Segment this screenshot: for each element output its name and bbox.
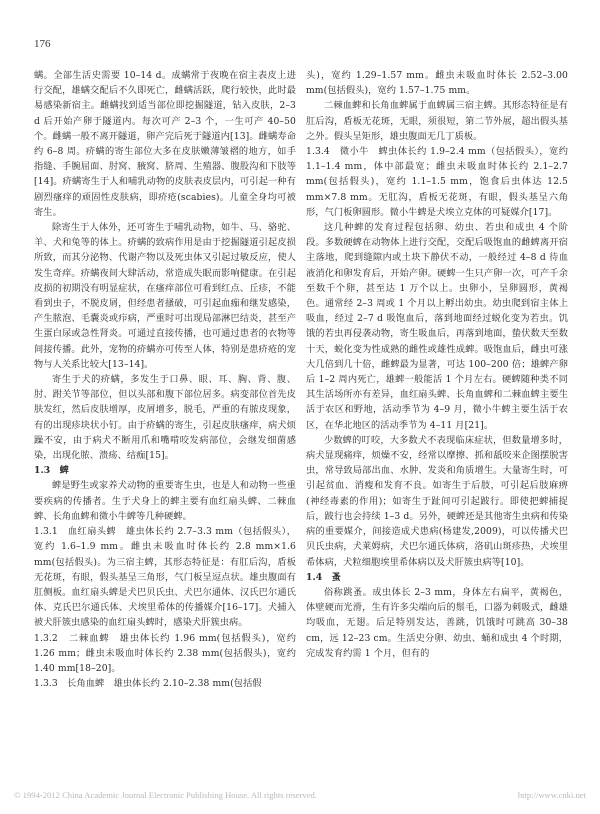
section-heading: 1.3 蜱 [34, 465, 69, 477]
right-column [306, 68, 568, 661]
left-paragraph: 除寄生于人体外，还可寄生于哺乳动物，如牛、马、骆驼、羊、犬和兔等的体上。疥螨的致病作用是由于挖掘隧道引起皮损所致，而其分泌物、代谢产物以及死虫体又引起过敏反应，使人发生奇痒。疥螨夜间大肆活动，常造成失眠而影响健康。在引起皮损的初期没有明显症状，在瘙痒部位可看到红点、丘疹，不能看到虫子，不脱皮屑，但经患者搔破，可引起血痂和继发感染，产生脓泡、毛囊炎或疖病，严重时可出现局部淋巴结炎，甚至产生蛋白尿或急性肾炎。可通过直接传播，也可通过患者的衣物等间接传播。此外，宠物的疥螨亦可传至人体，特别是患疥疮的宠物与人关系比较大[13–14]。 [34, 222, 296, 370]
section-heading: 1.4 蚤 [306, 571, 341, 583]
footer-url[interactable]: http://www.cnki.net [517, 790, 586, 800]
copyright-notice: © 1994-2012 China Academic Journal Electronic Publishing House. All rights reserved. [14, 790, 317, 800]
left-paragraph: 1.3.3 长角血蜱 雄虫体长约 2.10–2.38 mm(包括假 [34, 678, 262, 690]
left-paragraph: 蜱是野生或家养犬动物的重要寄生虫，也是人和动物一些重要疾病的传播者。生于犬身上的蜱主要有血红扇头蜱、二棘血蜱、长角血蜱和微小牛蜱等几种硬蜱。 [34, 480, 296, 522]
right-paragraph: 俗称跳蚤。成虫体长 2–3 mm，身体左右扁平，黄褐色，体壁硬而光滑，生有许多尖端向后的鬃毛，口器为刺吸式，雌雄均吸血，无翅。后足特别发达，善跳，饥饿时可跳高 30–38 cm，远 12–23 cm。生活史分卵、幼虫、蛹和成虫 4 个时期，完成发育约需 1 个月，但有的 [306, 586, 568, 659]
left-paragraph: 寄生于犬的疥螨，多发生于口鼻、眼、耳、胸、背、腹、肘、跗关节等部位，但以头部和腹下部位居多。病变部位首先皮肤发红，然后皮肤增厚，皮屑增多，脱毛，严重的有脓皮现象，有的出现疹块状小钉。由于疥螨的寄生，引起皮肤瘙痒，病犬烦躁不安，由于病犬不断用爪和嘴啃咬发病部位，会继发细菌感染，出现化脓、溃疡、结痂[15]。 [34, 374, 296, 462]
right-paragraph: 1.3.4 微小牛 蜱虫体长约 1.9–2.4 mm（包括假头），宽约 1.1–1.4 mm，体中部最宽；雌虫未吸血时体长约 2.1–2.7 mm(包括假头)，宽约 1.1–1.5 mm，饱食后虫体达 12.5 mm×7.8 mm。无肛沟，盾板无花斑，有眼，假头基呈六角形，气门板卵圆形。微小牛蜱是犬埃立克体的可疑媒介[17]。 [306, 146, 568, 218]
left-column [34, 68, 296, 691]
left-paragraph: 螨。全部生活史需要 10–14 d。成螨常于夜晚在宿主表皮上进行交配，雄螨交配后不久即死亡，雌螨活跃，爬行较快，此时最易感染新宿主。雌螨找到适当部位即挖掘隧道，钻入皮肤，2–3 d 后开始产卵于隧道内。每次可产 2–3 个，一生可产 40–50 个。雌螨一般不离开隧道，卵产完后死于隧道内[13]。雌螨寿命约 6–8 周。疥螨的寄生部位大多在皮肤嫩薄皱褶的地方，如手指缝、手腕屈面、肘窝、腋窝、脐周、生殖器、腹股沟和下肢等[14]。疥螨寄生于人和哺乳动物的皮肤表皮层内，可引起一种有剧烈瘙痒的顽固性皮肤病，即疥疮(scabies)。儿童全身均可被寄生。 [34, 70, 296, 218]
right-paragraph: 这几种蜱的发育过程包括卵、幼虫、若虫和成虫 4 个阶段。多数硬蜱在动物体上进行交配，交配后吸饱血的雌蜱离开宿主落地，爬到缝隙内或土块下静伏不动，一般经过 4–8 d 待血液消化和卵发育后，开始产卵。硬蜱一生只产卵一次，可产千余至数千个卵，甚至达 1 万个以上。虫卵小，呈卵圆形，黄褐色。通常经 2–3 周或 1 个月以上孵出幼虫。幼虫爬到宿主体上吸血，经过 2–7 d 吸饱血后，落到地面经过蜕化变为若虫。饥饿的若虫再侵袭动物，寄生吸血后，再落到地面，蛰伏数天至数十天，蜕化变为性成熟的雌性或雄性成蜱。吸饱血后，雌虫可涨大几倍到几十倍，雌蜱最为显著，可达 100–200 倍；雄蜱产卵后 1–2 周内死亡，雄蜱一般能活 1 个月左右。硬蜱随种类不同其生活场所亦有差异，血红扇头蜱、长角血蜱和二棘血蜱主要生活于农区和野地，活动季节为 4–9 月，微小牛蜱主要生活于农区，在华北地区的活动季节为 4–11 月[21]。 [306, 222, 568, 431]
right-paragraph: 头)，宽约 1.29–1.57 mm。雌虫未吸血时体长 2.52–3.00 mm(包括假头)，宽约 1.57–1.75 mm。 [306, 70, 568, 97]
left-paragraph: 1.3.2 二棘血蜱 雄虫体长约 1.96 mm(包括假头)，宽约 1.26 mm；雌虫未吸血时体长约 2.38 mm(包括假头)，宽约 1.40 mm[18–20]。 [34, 632, 296, 674]
footer [14, 790, 586, 800]
left-paragraph: 1.3.1 血红扇头蜱 雄虫体长约 2.7–3.3 mm（包括假头），宽约 1.6–1.9 mm。雌虫未吸血时体长约 2.8 mm×1.6 mm(包括假头)。为三宿主蜱，其形态特征是：有肛后沟，盾板无花斑，有眼，假头基呈三角形，气门板呈逗点状。雄虫腹面有肛侧板。血红扇头蜱是犬巴贝氏虫、犬巴尔通体、汉氏巴尔通氏体、克氏巴尔通氏体、犬埃里希体的传播媒介[16–17]。犬捕入被犬肝簇虫感染的血红扇头蜱时，感染犬肝簇虫病。 [34, 526, 296, 629]
right-paragraph: 二棘血蜱和长角血蜱属于血蜱属三宿主蜱。其形态特征是有肛后沟，盾板无花斑，无眼，须很短，第二节外展，超出假头基之外。假头呈矩形，雄虫腹面无几丁质板。 [306, 100, 568, 142]
page-number: 176 [34, 38, 51, 50]
right-paragraph: 少数蜱的叮咬，大多数犬不表现临床症状，但数量增多时，病犬显现痛痒，烦燥不安，经常以摩擦、抓和舐咬来企图摆脱害虫，常导致局部出血、水肿、发炎和角质增生。大量寄生时，可引起贫血、消瘦和发育不良。如寄生于后肢，可引起后肢麻痹(神经毒素的作用)；如寄生于趾间可引起跛行。即使把蜱捕捉后，跛行也会持续 1–3 d。另外，硬蜱还是其他寄生虫病和传染病的重要媒介，间接造成犬患病(杨建发,2009)，可以传播犬巴贝氏虫病，犬莱姆病，犬巴尔通氏体病，洛矶山斑疹热，犬埃里希体病，犬粒细胞埃里希体病以及犬肝簇虫病等[10]。 [306, 434, 568, 568]
